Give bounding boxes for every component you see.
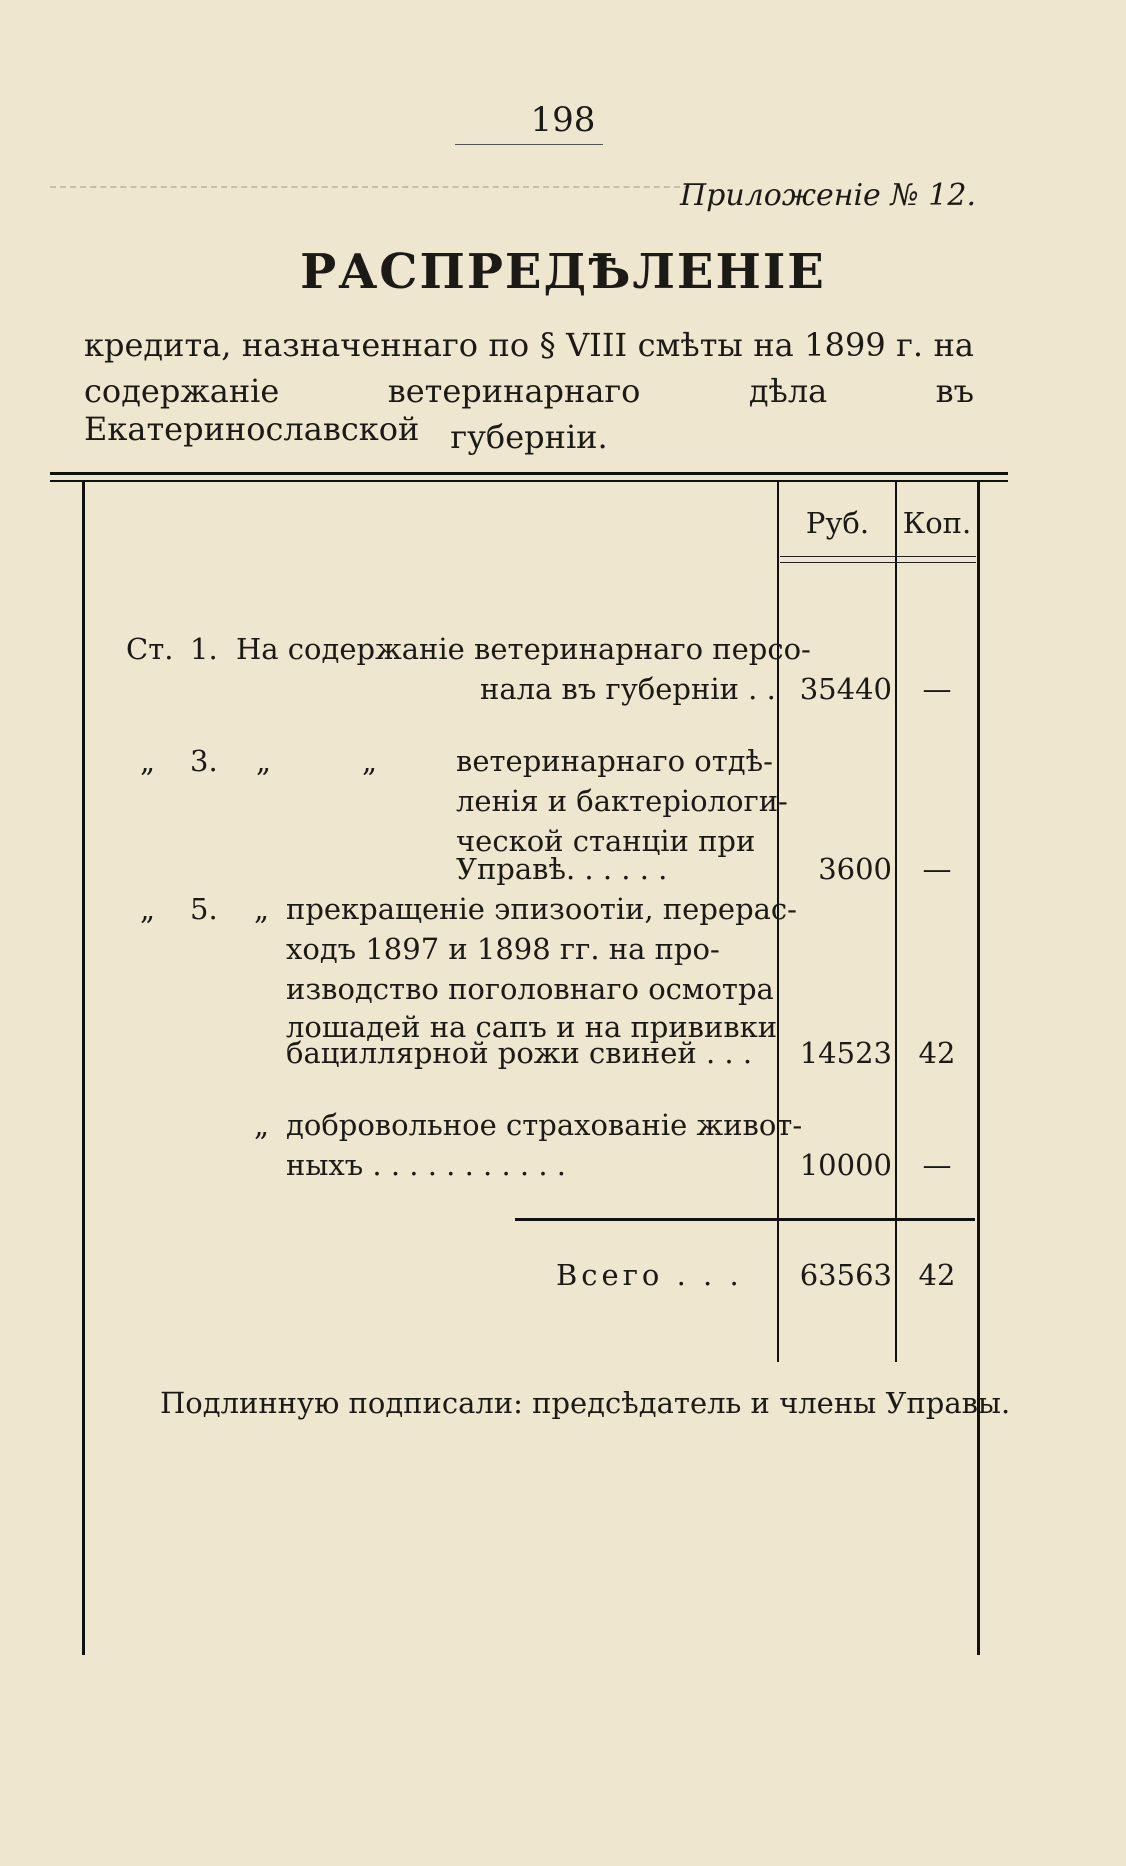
table-right-border xyxy=(977,482,980,1655)
total-rub: 63563 xyxy=(799,1258,892,1292)
item-3-line-4: Управѣ. . . . . . xyxy=(456,852,668,886)
item-3-line-1: ветеринарнаго отдѣ- xyxy=(456,744,773,778)
page-number-underline xyxy=(455,144,603,145)
item-5-ditto: „ xyxy=(254,892,270,926)
item-insurance-kop: — xyxy=(922,1148,952,1182)
item-1-st: Ст. xyxy=(126,632,174,666)
item-3-ditto-1: „ xyxy=(256,744,272,778)
item-5-line-3: изводство поголовнаго осмотра xyxy=(286,972,774,1006)
item-3-num: 3. xyxy=(190,744,218,778)
subtitle-line-2: содержанiе ветеринарнаго дѣла въ Екатеринославской xyxy=(84,372,974,448)
total-label: Всего . . . xyxy=(556,1258,743,1292)
item-insurance-rub: 10000 xyxy=(799,1148,892,1182)
item-5-st: „ xyxy=(140,892,156,926)
item-3-line-2: ленiя и бактерiологи- xyxy=(456,784,788,818)
item-1-line-1: На содержанiе ветеринарнаго персо- xyxy=(236,632,811,666)
item-insurance-ditto: „ xyxy=(254,1108,270,1142)
header-double-rule-2 xyxy=(780,562,976,563)
signature-line: Подлинную подписали: предсѣдатель и члены Управы. xyxy=(160,1386,1011,1420)
subtitle-line-3: губернiи. xyxy=(450,418,608,456)
item-1-rub: 35440 xyxy=(799,672,892,706)
col-header-rub: Руб. xyxy=(805,506,870,540)
item-insurance-line-1: добровольное страхованiе живот- xyxy=(286,1108,803,1142)
header-dashed-rule xyxy=(50,186,690,188)
table-top-rule-inner xyxy=(50,480,1008,482)
subtitle-line-1: кредита, назначеннаго по § VIII смѣты на 1899 г. на xyxy=(84,326,974,364)
item-1-kop: — xyxy=(922,672,952,706)
total-kop: 42 xyxy=(918,1258,956,1292)
header-double-rule-1 xyxy=(780,556,976,557)
kop-column-divider xyxy=(895,482,897,1362)
item-insurance-line-2: ныхъ . . . . . . . . . . . xyxy=(286,1148,567,1182)
item-5-kop: 42 xyxy=(918,1036,956,1070)
item-3-rub: 3600 xyxy=(818,852,892,886)
col-header-kop: Коп. xyxy=(902,506,972,540)
item-5-line-4: лошадей на сапъ и на прививки xyxy=(286,1010,778,1044)
item-3-kop: — xyxy=(922,852,952,886)
page-number: 198 xyxy=(530,100,596,140)
table-top-rule xyxy=(50,472,1008,475)
item-3-ditto-2: „ xyxy=(362,744,378,778)
total-rule xyxy=(515,1218,975,1221)
document-title: РАСПРЕДѢЛЕНIЕ xyxy=(300,244,826,300)
item-3-st: „ xyxy=(140,744,156,778)
item-1-num: 1. xyxy=(190,632,218,666)
item-5-rub: 14523 xyxy=(799,1036,892,1070)
item-3-line-3: ческой станцiи при xyxy=(456,824,756,858)
table-left-border xyxy=(82,482,85,1655)
item-5-line-5: бациллярной рожи свиней . . . xyxy=(286,1036,753,1070)
item-5-num: 5. xyxy=(190,892,218,926)
item-5-line-1: прекращенiе эпизоотiи, перерас- xyxy=(286,892,797,926)
item-5-line-2: ходъ 1897 и 1898 гг. на про- xyxy=(286,932,720,966)
item-1-line-2: нала въ губернiи . . xyxy=(480,672,776,706)
appendix-label: Приложенiе № 12. xyxy=(680,178,976,213)
